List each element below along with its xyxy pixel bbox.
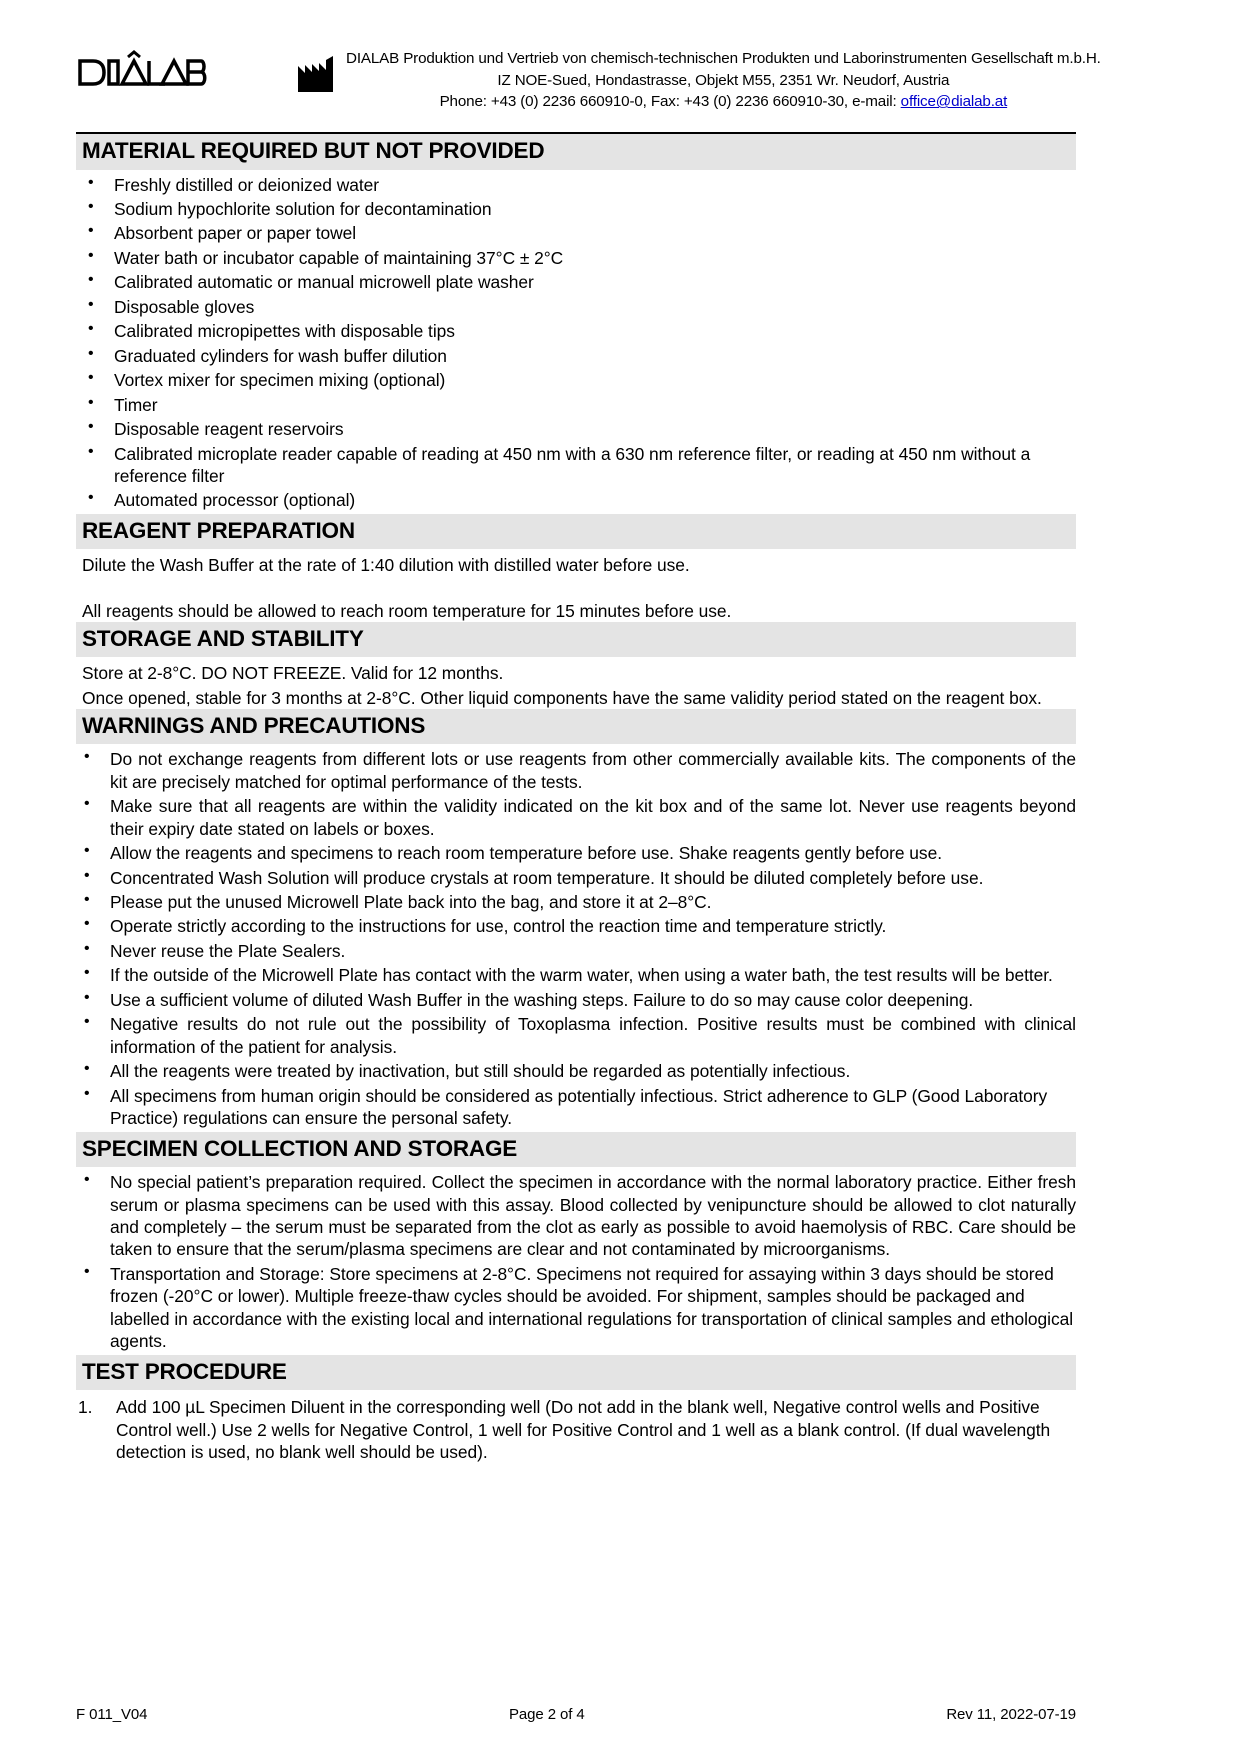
list-item: • Calibrated microplate reader capable of reading at 450 nm with a 630 nm reference filter, or reading at 450 nm without a reference filter [76,443,1076,488]
section-heading-storage: STORAGE AND STABILITY [76,622,1076,658]
list-item: • Make sure that all reagents are within the validity indicated on the kit box and of the same lot. Never use reagents beyond their expiry date stated on labels or boxes. [76,795,1076,840]
list-item: • Use a sufficient volume of diluted Wash Buffer in the washing steps. Failure to do so may cause color deepening. [76,989,1076,1011]
reagent-preparation-paragraph-1: Dilute the Wash Buffer at the rate of 1:40 dilution with distilled water before use. [82,555,690,576]
list-item: • All the reagents were treated by inactivation, but still should be regarded as potentially infectious. [76,1060,1076,1082]
material-list [76,170,1076,512]
company-contact [346,91,1101,113]
list-item: • No special patient’s preparation required. Collect the specimen in accordance with the normal laboratory practice. Either fresh serum or plasma specimens can be used with this assay. Blood collected by venipuncture should be allowed to clot naturally and completely – the serum must be separated from the clot as early as possible to avoid haemolysis of RBC. Care should be taken to ensure that the serum/plasma specimens are clear and not contaminated by microorganisms. [76,1171,1076,1261]
list-item: • Transportation and Storage: Store specimens at 2-8°C. Specimens not required for assaying within 3 days should be stored frozen (-20°C or lower). Multiple freeze-thaw cycles should be avoided. For shipment, samples should be packaged and labelled in accordance with the existing local and international regulations for transportation of clinical samples and ethological agents. [76,1263,1076,1353]
list-item: • Negative results do not rule out the possibility of Toxoplasma infection. Positive results must be combined with clinical information of the patient for analysis. [76,1013,1076,1058]
footer-doc-code: F 011_V04 [76,1706,148,1723]
footer-page-number: Page 2 of 4 [509,1706,585,1723]
list-item: • Automated processor (optional) [76,489,1076,511]
company-street: IZ NOE-Sued, Hondastrasse, Objekt M55, 2351 Wr. Neudorf, Austria [497,71,950,89]
list-item: • Timer [76,394,1076,416]
page-footer [76,1706,1076,1723]
list-item: • All specimens from human origin should be considered as potentially infectious. Strict adherence to GLP (Good Laboratory Practice) regulations can ensure the personal safety. [76,1085,1076,1130]
storage-paragraph-2: Once opened, stable for 3 months at 2-8°C. Other liquid components have the same validity period stated on the reagent box. [82,687,1042,708]
section-heading-specimen: SPECIMEN COLLECTION AND STORAGE [76,1132,1076,1168]
company-name: DIALAB Produktion und Vertrieb von chemisch-technischen Produkten und Laborinstrumenten Gesellschaft m.b.H. [346,50,1101,67]
list-item: • Do not exchange reagents from different lots or use reagents from other commercially available kits. The components of the kit are precisely matched for optimal performance of the tests. [76,748,1076,793]
list-item: • Vortex mixer for specimen mixing (optional) [76,369,1076,391]
section-heading-reagent-preparation: REAGENT PREPARATION [76,514,1076,550]
company-address [346,42,1101,113]
list-item: • Operate strictly according to the instructions for use, control the reaction time and temperature strictly. [76,915,1076,937]
dialab-logo [76,42,286,88]
list-item: • Calibrated automatic or manual microwell plate washer [76,271,1076,293]
list-item: • Freshly distilled or deionized water [76,174,1076,196]
list-item: • Disposable gloves [76,296,1076,318]
list-item: • Absorbent paper or paper towel [76,222,1076,244]
contact-text: Phone: +43 (0) 2236 660910-0, Fax: +43 (0) 2236 660910-30, e-mail: [439,93,901,111]
list-item: • Allow the reagents and specimens to reach room temperature before use. Shake reagents gently before use. [76,842,1076,864]
list-item: • Sodium hypochlorite solution for decontamination [76,198,1076,220]
email-link[interactable]: office@dialab.at [900,93,1008,111]
list-item: • If the outside of the Microwell Plate has contact with the warm water, when using a water bath, the test results will be better. [76,964,1076,986]
letterhead [76,0,1101,120]
section-heading-test-procedure: TEST PROCEDURE [76,1355,1076,1391]
specimen-list [76,1167,1076,1353]
list-item: • Water bath or incubator capable of maintaining 37°C ± 2°C [76,247,1076,269]
list-item: • Concentrated Wash Solution will produce crystals at room temperature. It should be diluted completely before use. [76,867,1076,889]
list-item: • Never reuse the Plate Sealers. [76,940,1076,962]
warnings-list [76,744,1076,1129]
paragraph-spacer [76,577,1076,598]
section-heading-warnings: WARNINGS AND PRECAUTIONS [76,709,1076,745]
page-content [76,0,1101,1466]
factory-icon [296,54,336,94]
list-item: • Calibrated micropipettes with disposable tips [76,320,1076,342]
manufacturer-symbol [286,42,346,94]
section-heading-material: MATERIAL REQUIRED BUT NOT PROVIDED [76,134,1076,170]
list-item: • Graduated cylinders for wash buffer dilution [76,345,1076,367]
list-item: • Disposable reagent reservoirs [76,418,1076,440]
footer-revision: Rev 11, 2022-07-19 [946,1706,1076,1723]
dialab-logo-icon [76,48,208,88]
reagent-preparation-paragraph-2: All reagents should be allowed to reach room temperature for 15 minutes before use. [82,600,732,621]
storage-paragraph-1: Store at 2-8°C. DO NOT FREEZE. Valid for 12 months. [82,663,504,684]
list-item: • Please put the unused Microwell Plate back into the bag, and store it at 2–8°C. [76,891,1076,913]
test-procedure-list [76,1390,1076,1463]
list-item: Add 100 µL Specimen Diluent in the corresponding well (Do not add in the blank well, Negative control wells and Positive Control well.) Use 2 wells for Negative Control, 1 well for Positive Control and 1 well as a blank control. (If dual wavelength detection is used, no blank well should be used). [116,1397,1051,1463]
